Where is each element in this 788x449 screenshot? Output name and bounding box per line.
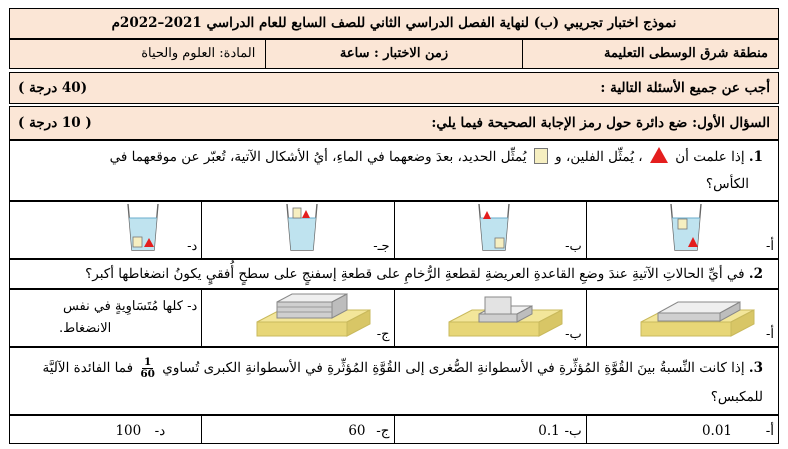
glass-d-icon bbox=[125, 200, 161, 252]
glass-b-icon bbox=[476, 200, 512, 252]
q3-number: 3. bbox=[748, 360, 763, 376]
iron-square-icon bbox=[534, 148, 548, 164]
q1-option-b[interactable] bbox=[394, 202, 586, 258]
option-value: 100 bbox=[115, 423, 142, 439]
subject-cell: المادة: العلوم والحياة bbox=[141, 46, 256, 61]
q3-option-c[interactable] bbox=[201, 416, 393, 443]
instructions-text: أجب عن جميع الأسئلة التالية : bbox=[600, 80, 770, 96]
q3-options bbox=[9, 415, 779, 444]
duration-cell: زمن الاختبار : ساعة bbox=[265, 40, 521, 68]
q1-option-a[interactable] bbox=[586, 202, 778, 258]
option-label: د- bbox=[154, 423, 166, 439]
q1-part-a: إذا علمت أن bbox=[675, 149, 745, 165]
q2-question: في أيِّ الحالاتِ الآتيةِ عندَ وضعِ القاعدةِ العريضةِ لقطعةِ الرُّخامِ على قطعةِ إسفنجٍ على سطحٍ أُفقيٍ يكونُ انضغاطها أكبر؟ bbox=[85, 266, 745, 282]
q1-line2: الكأس؟ bbox=[705, 176, 749, 192]
option-label: ج- bbox=[376, 327, 390, 342]
option-label: ج- bbox=[376, 423, 390, 439]
q1-options bbox=[9, 201, 779, 259]
option-label: د- bbox=[187, 239, 198, 254]
q3-line2: للمكبس؟ bbox=[710, 389, 763, 405]
option-label: جـ- bbox=[373, 239, 390, 254]
glass-a-icon bbox=[668, 200, 704, 252]
q2-option-d[interactable] bbox=[10, 290, 201, 346]
exam-meta-row bbox=[9, 39, 779, 69]
q3-text-b: فما الفائدة الآليَّة bbox=[42, 360, 134, 376]
q1-option-c[interactable] bbox=[201, 202, 393, 258]
q1-option-d[interactable] bbox=[10, 202, 201, 258]
q2-option-c[interactable] bbox=[201, 290, 393, 346]
q3-text-a: إذا كانت النِّسبةُ بينَ القُوَّةِ المُؤثِّرةِ في الأسطوانةِ الصُّغرى إلى القُوَّةِ المُؤثِّرةِ في الأسطوانةِ الكبرى تُساوي bbox=[162, 360, 745, 376]
q2-option-d-line2: الانضغاط. bbox=[58, 321, 112, 336]
q3-option-b[interactable] bbox=[394, 416, 586, 443]
q3-option-d[interactable] bbox=[10, 416, 201, 443]
q2-number: 2. bbox=[748, 266, 763, 282]
q2-option-d-line1: كلها مُتَسَاوِيةٍ في نفس bbox=[62, 299, 183, 314]
sponge-marble-a-icon bbox=[636, 290, 756, 340]
q1-text bbox=[25, 144, 763, 198]
option-label: أ- bbox=[765, 423, 774, 439]
sponge-marble-c-icon bbox=[252, 286, 372, 340]
option-label: ب- bbox=[564, 423, 582, 439]
q2-box bbox=[9, 259, 779, 289]
instructions-marks: (40 درجة ) bbox=[18, 80, 88, 96]
option-value: 0.01 bbox=[701, 423, 732, 439]
sponge-marble-b-icon bbox=[444, 290, 564, 340]
option-value: 60 bbox=[348, 423, 366, 439]
fraction-denominator: 60 bbox=[140, 368, 155, 380]
q3-box bbox=[9, 347, 779, 415]
q1-part-c: يُمثِّل الحديد، بعدَ وضعهما في الماءِ، أيُ الأشكال الآتية، تُعبّر عن موقعهما في bbox=[109, 149, 527, 165]
q3-text bbox=[25, 354, 763, 412]
option-label: أ- bbox=[765, 239, 774, 254]
option-label: أ- bbox=[765, 327, 774, 342]
q1-box bbox=[9, 140, 779, 201]
q3-fraction bbox=[140, 357, 155, 380]
section1-marks: ( 10 درجة ) bbox=[18, 115, 92, 131]
glass-c-icon bbox=[284, 200, 320, 252]
fraction-numerator: 1 bbox=[144, 356, 152, 368]
option-label: د- bbox=[187, 299, 198, 314]
q2-options bbox=[9, 289, 779, 347]
region-cell: منطقة شرق الوسطى التعليمة bbox=[522, 40, 778, 68]
cork-triangle-icon bbox=[650, 147, 668, 163]
q3-option-a[interactable] bbox=[586, 416, 778, 443]
q2-option-d-text bbox=[59, 296, 197, 340]
section1-text: السؤال الأول: ضع دائرة حول رمز الإجابة الصحيحة فيما يلي: bbox=[431, 115, 770, 131]
exam-title: نموذج اختبار تجريبي (ب) لنهاية الفصل الدراسي الثاني للصف السابع للعام الدراسي 2021–2022م bbox=[9, 8, 779, 39]
option-label: ب- bbox=[565, 327, 582, 342]
section1-row bbox=[9, 106, 779, 140]
instructions-row bbox=[9, 72, 779, 104]
option-label: ب- bbox=[565, 239, 582, 254]
q1-part-b: ، يُمثِّل الفلين، و bbox=[555, 149, 643, 165]
q2-text bbox=[25, 261, 763, 288]
option-value: 0.1 bbox=[538, 423, 560, 439]
q2-option-b[interactable] bbox=[394, 290, 586, 346]
q2-option-a[interactable] bbox=[586, 290, 778, 346]
q1-number: 1. bbox=[748, 149, 763, 165]
